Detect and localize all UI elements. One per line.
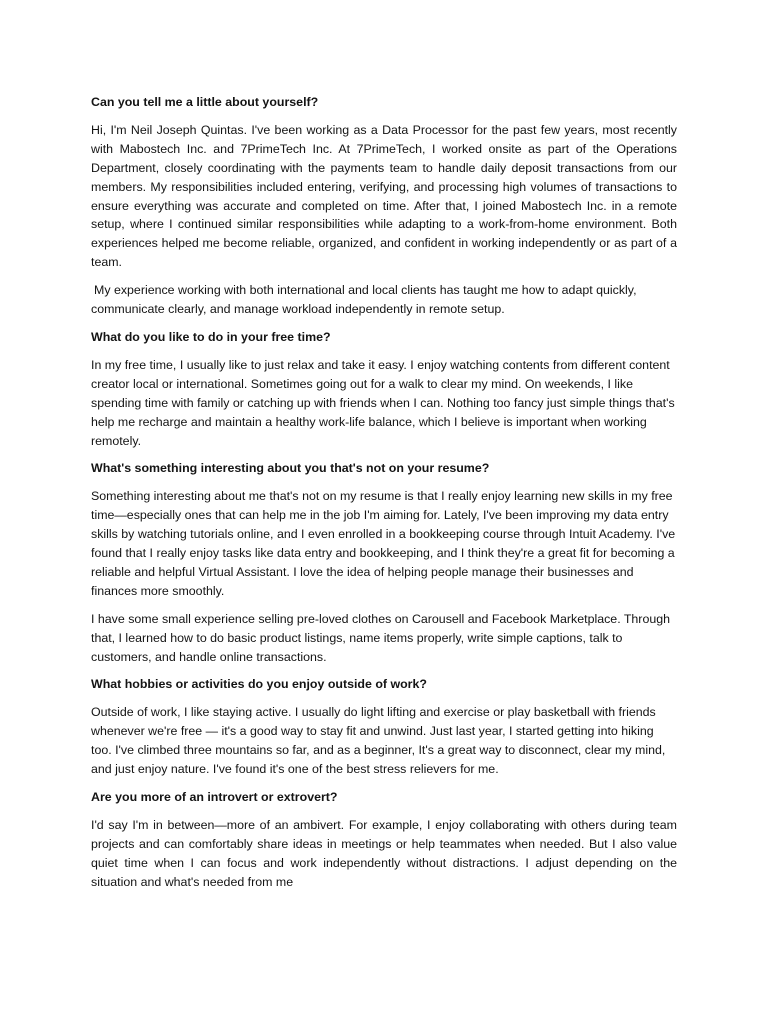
question-heading: What do you like to do in your free time? bbox=[91, 329, 331, 344]
answer-paragraph: I'd say I'm in between—more of an ambivert. For example, I enjoy collaborating with others during team projects and can comfortably share ideas in meetings or help teammates when needed. But I also value quiet time when I can focus and work independently without distractions. I adjust depending on the situation and what's needed from me bbox=[91, 817, 677, 889]
section-free-time bbox=[91, 328, 677, 450]
section-hobbies bbox=[91, 675, 677, 779]
question-heading: What's something interesting about you that's not on your resume? bbox=[91, 461, 490, 476]
section-not-on-resume bbox=[91, 459, 677, 666]
section-introvert-extrovert bbox=[91, 788, 677, 892]
section-about-yourself bbox=[91, 93, 677, 319]
answer-paragraph: Something interesting about me that's not on my resume is that I really enjoy learning new skills in my free time—especially ones that can help me in the job I'm aiming for. Lately, I've been improving my data entry skills by watching tutorials online, and I even enrolled in a bookkeeping course through Intuit Academy. I've found that I really enjoy tasks like data entry and bookkeeping, and I think they're a great fit for becoming a reliable and helpful Virtual Assistant. I love the idea of helping people manage their businesses and finances more smoothly. bbox=[91, 489, 676, 598]
answer-paragraph: Outside of work, I like staying active. I usually do light lifting and exercise or play basketball with friends whenever we're free — it's a good way to stay fit and unwind. Just last year, I started getting into hiking too. I've climbed three mountains so far, and as a beginner, It's a great way to disconnect, clear my mind, and just enjoy nature. I've found it's one of the best stress relievers for me. bbox=[91, 705, 666, 777]
answer-paragraph: In my free time, I usually like to just relax and take it easy. I enjoy watching contents from different content creator local or international. Sometimes going out for a walk to clear my mind. On weekends, I like spending time with family or catching up with friends when I can. Nothing too fancy just simple things that's help me recharge and maintain a healthy work-life balance, which I believe is important when working remotely. bbox=[91, 357, 675, 448]
answer-paragraph: I have some small experience selling pre-loved clothes on Carousell and Facebook Marketplace. Through that, I learned how to do basic product listings, name items properly, write simple captions, talk to customers, and handle online transactions. bbox=[91, 611, 671, 664]
question-heading: Are you more of an introvert or extrovert? bbox=[91, 790, 338, 804]
question-heading: What hobbies or activities do you enjoy outside of work? bbox=[91, 677, 427, 692]
answer-paragraph: My experience working with both international and local clients has taught me how to adapt quickly, communicate clearly, and manage workload independently in remote setup. bbox=[91, 283, 637, 317]
answer-paragraph: Hi, I'm Neil Joseph Quintas. I've been working as a Data Processor for the past few years, most recently with Mabostech Inc. and 7PrimeTech Inc. At 7PrimeTech, I worked onsite as part of the Operations Department, closely coordinating with the payments team to handle daily deposit transactions from our members. My responsibilities included entering, verifying, and processing high volumes of transactions to ensure everything was accurate and completed on time. After that, I joined Mabostech Inc. in a remote setup, where I continued similar responsibilities while adapting to a work-from-home environment. Both experiences helped me become reliable, organized, and confident in working independently or as part of a team. bbox=[91, 122, 677, 270]
question-heading: Can you tell me a little about yourself? bbox=[91, 95, 319, 109]
